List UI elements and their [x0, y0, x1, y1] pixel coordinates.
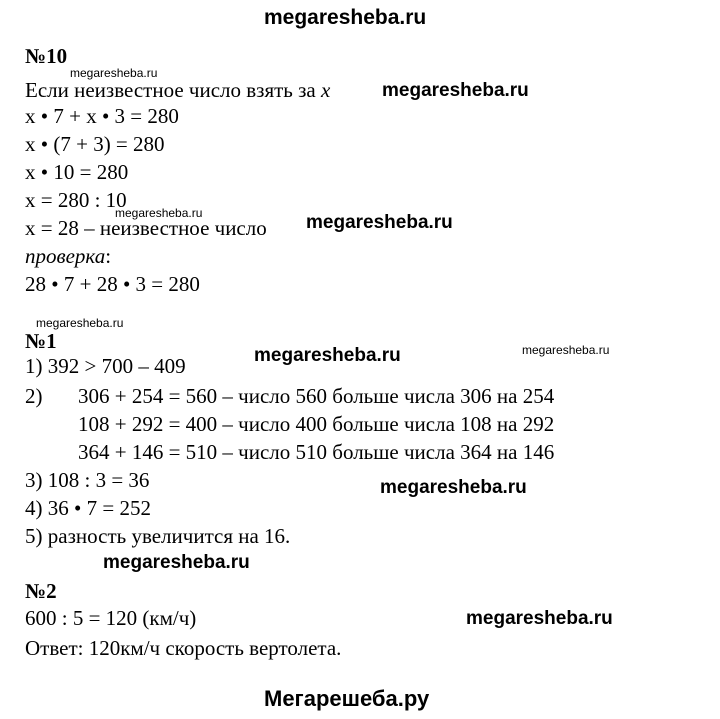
- task1-item-2-marker: 2): [25, 384, 43, 408]
- watermark-large: megaresheba.ru: [382, 80, 529, 101]
- task1-item-2-line-1: 306 + 254 = 560 – число 560 больше числа 306 на 254: [78, 384, 555, 408]
- task10-check-colon: :: [105, 244, 112, 268]
- task1-item-1: 1) 392 > 700 – 409: [25, 354, 186, 378]
- task10-number: №10: [25, 44, 68, 68]
- task10-line-2: x • (7 + 3) = 280: [25, 132, 165, 156]
- task10-line-5: x = 28 – неизвестное число: [25, 216, 267, 240]
- task1-item-2-line-2: 108 + 292 = 400 – число 400 больше числа 108 на 292: [78, 412, 555, 436]
- watermark-small: megaresheba.ru: [115, 206, 203, 220]
- watermark-large: megaresheba.ru: [103, 552, 250, 573]
- watermark-small: megaresheba.ru: [70, 66, 158, 80]
- task1-item-5: 5) разность увеличится на 16.: [25, 524, 291, 548]
- task10-variable: x: [321, 78, 331, 102]
- site-footer-title: Мегарешеба.ру: [264, 686, 430, 711]
- site-header-title: megaresheba.ru: [264, 6, 427, 29]
- task10-check-label: [25, 244, 111, 268]
- watermark-small: megaresheba.ru: [36, 316, 124, 330]
- task2-answer: Ответ: 120км/ч скорость вертолета.: [25, 636, 342, 660]
- watermark-large: megaresheba.ru: [254, 345, 401, 366]
- task1-item-3: 3) 108 : 3 = 36: [25, 468, 150, 492]
- task1-item-4: 4) 36 • 7 = 252: [25, 496, 151, 520]
- task10-intro: [25, 78, 330, 102]
- watermark-large: megaresheba.ru: [466, 608, 613, 629]
- task2-number: №2: [25, 579, 57, 603]
- task10-line-1: x • 7 + x • 3 = 280: [25, 104, 179, 128]
- task10-check-line: 28 • 7 + 28 • 3 = 280: [25, 272, 200, 296]
- task1-item-2-line-3: 364 + 146 = 510 – число 510 больше числа 364 на 146: [78, 440, 555, 464]
- task10-line-4: x = 280 : 10: [25, 188, 127, 212]
- watermark-small: megaresheba.ru: [522, 343, 610, 357]
- task10-intro-text: Если неизвестное число взять за: [25, 78, 321, 102]
- task10-check-word: проверка: [25, 244, 106, 268]
- task2-calc: 600 : 5 = 120 (км/ч): [25, 606, 197, 630]
- task10-line-3: x • 10 = 280: [25, 160, 129, 184]
- task1-number: №1: [25, 329, 57, 353]
- watermark-large: megaresheba.ru: [380, 477, 527, 498]
- watermark-large: megaresheba.ru: [306, 212, 453, 233]
